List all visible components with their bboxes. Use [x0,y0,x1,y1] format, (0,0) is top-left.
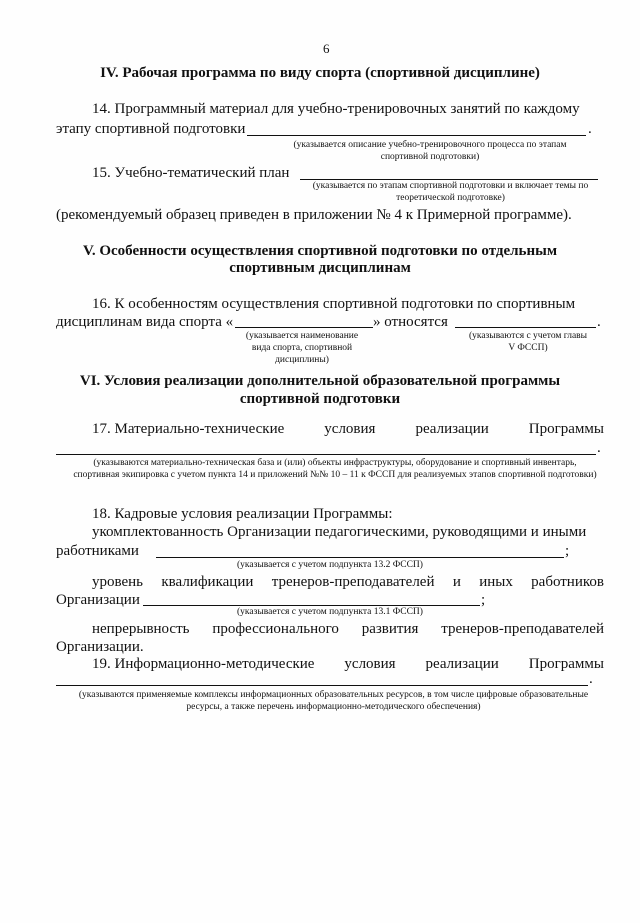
p18-c-line2: Организации. [56,639,144,655]
p17-word: условия [324,421,376,437]
section-5-heading-1: V. Особенности осуществления спортивной подготовки по отдельным [82,243,558,259]
page-number: 6 [323,41,330,56]
p15-note: (указывается по этапам спортивной подготовки и включает темы по теоретической подготовке) [312,181,589,203]
section-6-heading-2: спортивной подготовки [239,391,401,407]
p16-line1: 16. К особенностям осуществления спортивной подготовки по спортивным [92,296,576,312]
p17-note: (указываются материально-техническая база и (или) объекты инфраструктуры, оборудование и спортивный инвентарь, спортивная экипировка с учетом пункта 14 и приложений №№ 10 – 11 к ФССП для реализуемых этапов спортивной подготовки) [73,458,597,480]
p18-b-word: тренеров-преподавателей [271,574,435,590]
p17-line [92,421,604,438]
section-5-heading-2: спортивным дисциплинам [229,260,411,276]
p16-line2-a: дисциплинам вида спорта « [56,314,234,330]
p15-line2: (рекомендуемый образец приведен в приложении № 4 к Примерной программе). [56,207,572,223]
p18-b-word: работников [531,574,604,590]
p19-line [92,656,604,673]
p18-a-blank [156,557,564,558]
p19-word: реализации [425,656,499,672]
p18-b-note: (указывается с учетом подпункта 13.1 ФССП) [237,607,423,617]
p16-blank-2 [455,327,596,328]
p16-end: . [597,314,601,330]
p18-b-word: уровень [92,574,144,590]
p18-c-word: непрерывность [92,621,190,637]
p14-line1: 14. Программный материал для учебно-тренировочных занятий по каждому [92,101,580,117]
p18-c-word: тренеров-преподавателей [441,621,604,637]
section-4-heading: IV. Рабочая программа по виду спорта (спортивной дисциплине) [100,65,540,81]
p14-line2: этапу спортивной подготовки [56,121,246,137]
p18-b-word: и [452,574,461,590]
p17-end: . [597,440,601,456]
p18-b-line2: Организации [56,592,140,608]
p17-blank [56,454,596,455]
p19-end: . [589,671,593,687]
p16-note-a: (указывается наименование вида спорта, спортивной дисциплины) [245,331,359,365]
p18-c-word: развития [361,621,419,637]
p16-note-b: (указываются с учетом главы V ФССП) [468,331,588,353]
p17-word: Программы [528,421,604,437]
p17-word: 17. Материально-технические [92,421,285,437]
p16-blank-1 [235,327,373,328]
p18-line: 18. Кадровые условия реализации Программы: [92,506,393,522]
p18-b-word: квалификации [161,574,254,590]
p14-note: (указывается описание учебно-тренировочного процесса по этапам спортивной подготовки) [293,140,567,162]
section-6-heading-1: VI. Условия реализации дополнительной образовательной программы [79,373,561,389]
p19-word: 19. Информационно-методические [92,656,315,672]
p18-c-line [92,621,604,638]
p18-a-line1: укомплектованность Организации педагогическими, руководящими и иными [92,524,587,540]
p16-line2-b: » относятся [373,314,448,330]
p19-word: условия [344,656,396,672]
p19-word: Программы [528,656,604,672]
p18-c-word: профессионального [212,621,339,637]
p17-word: реализации [415,421,489,437]
p18-b-line [92,574,604,591]
p18-b-end: ; [481,592,486,608]
p18-a-line2: работниками [56,543,139,559]
p18-b-word: иных [479,574,513,590]
p15-line: 15. Учебно-тематический план [92,165,290,181]
p19-blank [56,685,588,686]
p18-a-note: (указывается с учетом подпункта 13.2 ФССП) [237,560,423,570]
p14-blank [247,135,586,136]
p18-a-end: ; [565,543,570,559]
p14-end: . [588,121,592,137]
p19-note: (указываются применяемые комплексы информационных образовательных ресурсов, в том числе цифровые образовательные ресурсы, а также перечень информационно-методического обеспечения) [78,690,589,712]
